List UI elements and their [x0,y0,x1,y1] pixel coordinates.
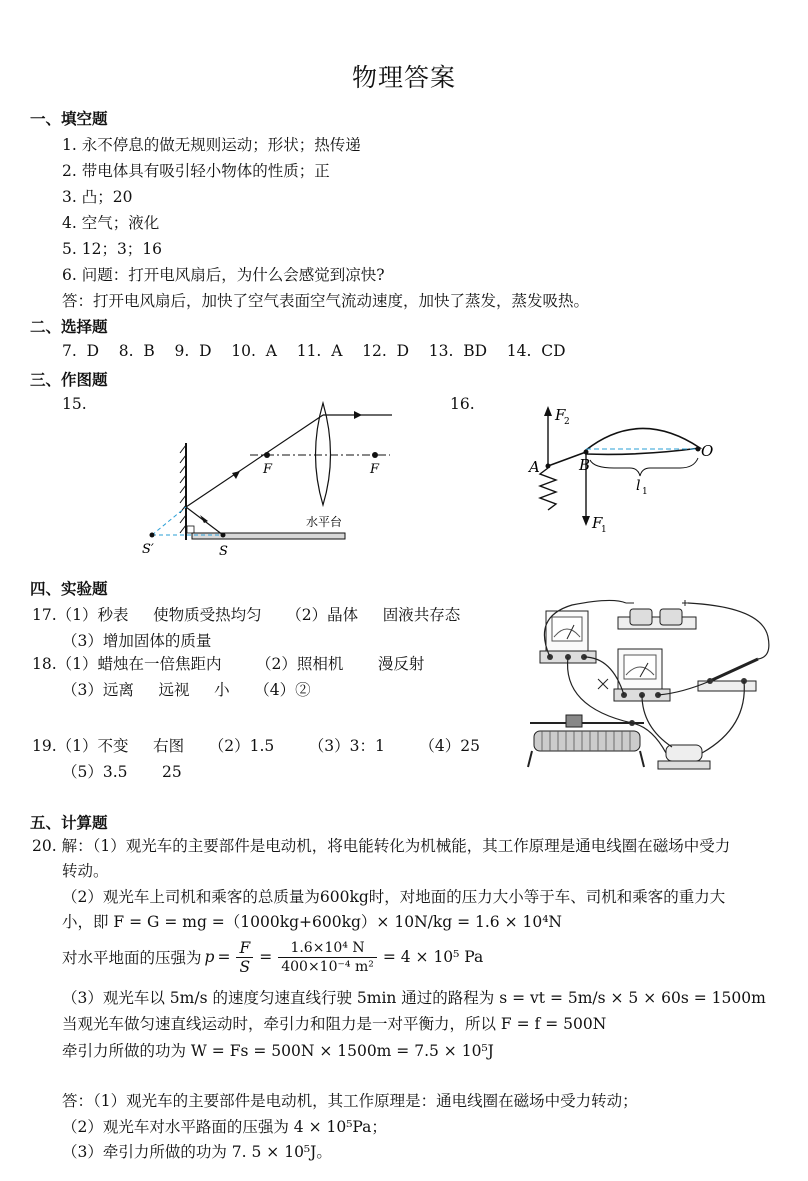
point-o-label: O [701,442,714,460]
battery-icon [618,600,696,629]
answer-20-line-2: 转动。 [62,862,109,880]
figure-16-lever [520,398,740,540]
pressure-symbol: p [204,948,215,966]
force-f2-label: F [555,406,566,424]
section-heading-fill: 一、填空题 [30,110,108,128]
numeric-fraction [278,939,377,976]
fill-answer-5: 5. 12；3；16 [62,240,163,258]
conclusion-line-2: （2）观光车对水平路面的压强为 4 × 10⁵Pa； [62,1118,387,1136]
fraction-denominator-area: S [239,957,251,976]
pressure-formula: 对水平地面的压强为 p = $\frac{F}{S}$ = $\frac{\text{1.6×10⁴ N}}{\text{400×10⁻⁴ m²}}$ = 4 × 10⁵ Pa [62,938,484,976]
answer-20-line-3: （2）观光车上司机和乘客的总质量为600kg时，对地面的压力大小等于车、司机和乘客的重力大 [62,888,726,906]
fill-answer-1: 1. 永不停息的做无规则运动；形状；热传递 [62,136,361,154]
image-label: S′ [142,542,154,557]
bulb-icon [658,745,710,769]
answer-19-line-1: 19.（1）不变 右图 （2）1.5 （3）3：1 （4）25 [32,737,480,755]
answer-18-line-1: 18.（1）蜡烛在一倍焦距内 （2）照相机 漫反射 [32,655,425,673]
section-heading-choice: 二、选择题 [30,318,108,336]
section-heading-experiment: 四、实验题 [30,580,108,598]
focus-label-left: F [263,462,273,477]
switch-icon [698,659,758,691]
force-f2-subscript: 2 [564,417,570,427]
fill-answer-2: 2. 带电体具有吸引轻小物体的性质；正 [62,162,330,180]
numeric-denominator: 400×10⁻⁴ m² [281,958,374,975]
figure-15-light-path [130,395,410,570]
force-f1-subscript: 1 [601,525,607,535]
fraction-numerator-force: F [236,939,253,958]
figure-19-circuit [522,597,784,779]
fill-answer-6-reply: 答：打开电风扇后，加快了空气表面空气流动速度，加快了蒸发，蒸发吸热。 [62,292,590,310]
numeric-numerator: 1.6×10⁴ N [278,939,377,958]
answer-17-line-2: （3）增加固体的质量 [62,632,212,650]
force-area-fraction [236,939,253,976]
choice-answers: 7. D 8. B 9. D 10. A 11. A 12. D 13. BD 14. CD [62,342,566,360]
answer-20-line-4: 小，即 F = G = mg =（1000kg+600kg）× 10N/kg = 1.6 × 10⁴N [62,913,562,931]
answer-17-line-1: 17.（1）秒表 使物质受热均匀 （2）晶体 固液共存态 [32,606,461,624]
platform-label: 水平台 [306,515,343,529]
focus-label-right: F [370,462,380,477]
arm-l1-label: l [636,478,641,494]
arm-l1-subscript: 1 [642,487,648,497]
voltmeter-icon [540,611,596,663]
force-f1-label: F [592,514,603,532]
answer-19-line-2: （5）3.5 25 [62,763,182,781]
pressure-equals: = [217,948,231,966]
fill-answer-6: 6. 问题：打开电风扇后，为什么会感觉到凉快? [62,266,385,284]
source-label: S [219,544,228,559]
section-heading-drawing: 三、作图题 [30,371,108,389]
question-15-label: 15. [62,395,87,413]
point-b-label: B [579,456,591,474]
answer-20-line-6: （3）观光车以 5m/s 的速度匀速直线行驶 5min 通过的路程为 s = vt = 5m/s × 5 × 60s = 1500m [62,989,766,1007]
page-title: 物理答案 [351,63,456,92]
question-16-label: 16. [450,395,475,413]
pressure-formula-prefix: 对水平地面的压强为 [62,949,202,967]
rheostat-icon [528,715,644,767]
ammeter-icon [614,649,670,701]
answer-20-line-1: 20. 解：（1）观光车的主要部件是电动机，将电能转化为机械能，其工作原理是通电线圈在磁场中受力 [32,837,731,855]
fill-answer-4: 4. 空气；液化 [62,214,160,232]
section-heading-calculation: 五、计算题 [30,814,108,832]
conclusion-line-3: （3）牵引力所做的功为 7. 5 × 10⁵J。 [62,1143,332,1161]
answer-20-line-7: 当观光车做匀速直线运动时，牵引力和阻力是一对平衡力，所以 F = f = 500N [62,1015,607,1033]
pressure-result: = 4 × 10⁵ Pa [382,948,484,966]
point-a-label: A [529,458,540,476]
fill-answer-3: 3. 凸；20 [62,188,133,206]
conclusion-line-1: 答：（1）观光车的主要部件是电动机，其工作原理是：通电线圈在磁场中受力转动； [62,1092,638,1110]
answer-20-line-8: 牵引力所做的功为 W = Fs = 500N × 1500m = 7.5 × 10⁵J [62,1042,494,1060]
answer-18-line-2: （3）远离 远视 小 （4）② [62,681,311,699]
